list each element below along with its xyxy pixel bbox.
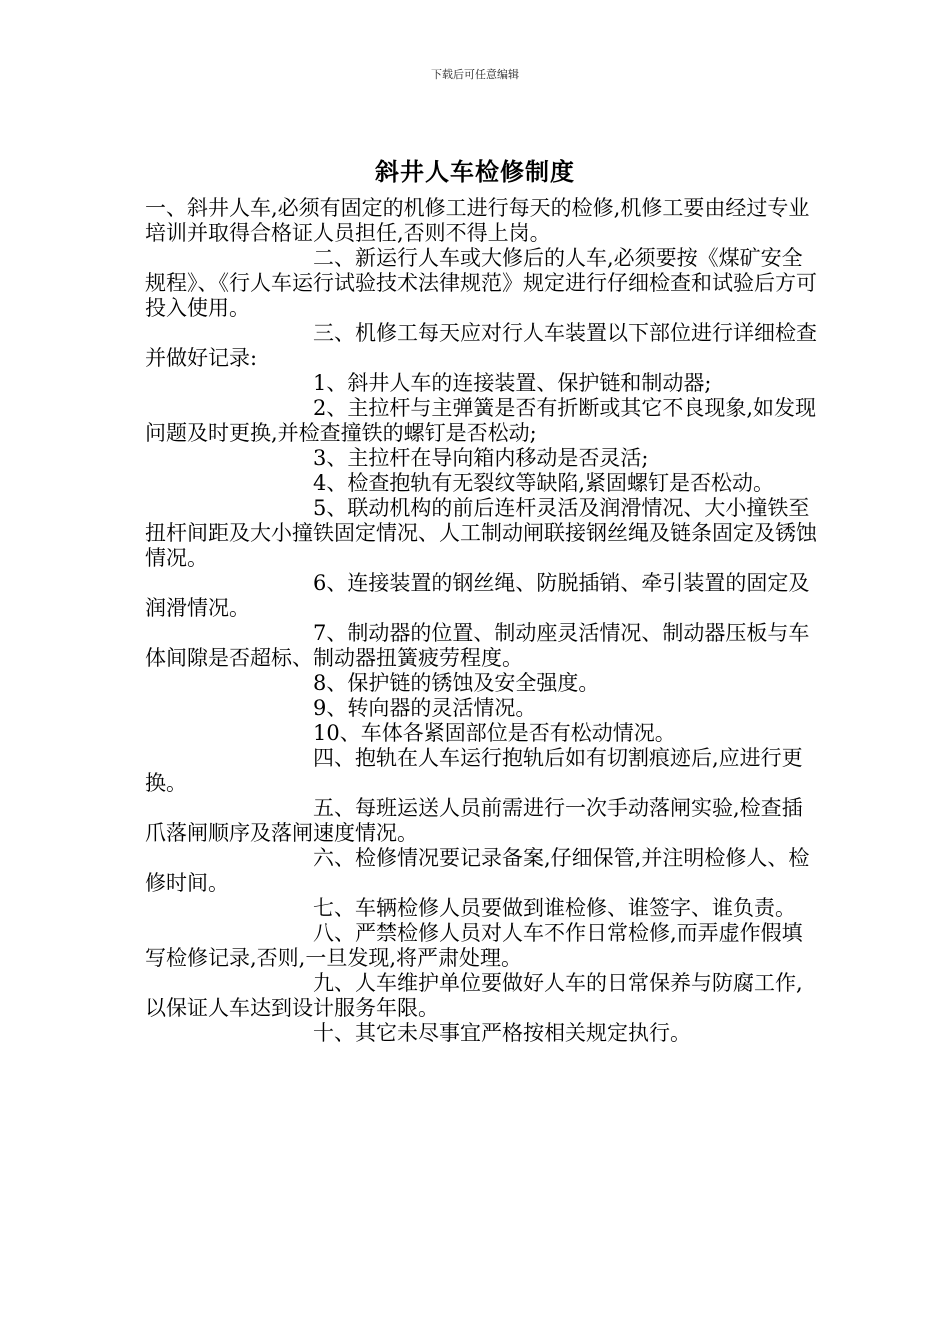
checklist-item-4: 4、检查抱轨有无裂纹等缺陷,紧固螺钉是否松动。 bbox=[313, 471, 775, 495]
checklist-item-6: 6、连接装置的钢丝绳、防脱插销、牵引装置的固定及润滑情况。 bbox=[145, 571, 810, 620]
page-header-note: 下载后可任意编辑 bbox=[431, 68, 519, 81]
checklist-item-9: 9、转向器的灵活情况。 bbox=[313, 696, 537, 720]
document-body bbox=[145, 196, 820, 1046]
paragraph-5: 五、每班运送人员前需进行一次手动落闸实验,检查插爪落闸顺序及落闸速度情况。 bbox=[145, 796, 803, 845]
paragraph-3: 三、机修工每天应对行人车装置以下部位进行详细检查并做好记录: bbox=[145, 321, 817, 370]
checklist-item-3: 3、主拉杆在导向箱内移动是否灵活; bbox=[313, 446, 649, 470]
paragraph-4: 四、抱轨在人车运行抱轨后如有切割痕迹后,应进行更换。 bbox=[145, 746, 803, 795]
paragraph-7: 七、车辆检修人员要做到谁检修、谁签字、谁负责。 bbox=[313, 896, 796, 920]
checklist-item-10: 10、车体各紧固部位是否有松动情况。 bbox=[313, 721, 676, 745]
checklist-item-8: 8、保护链的锈蚀及安全强度。 bbox=[313, 671, 600, 695]
checklist-item-5: 5、联动机构的前后连杆灵活及润滑情况、大小撞铁至扭杆间距及大小撞铁固定情况、人工制动闸联接钢丝绳及链条固定及锈蚀情况。 bbox=[145, 496, 817, 570]
paragraph-1: 一、斜井人车,必须有固定的机修工进行每天的检修,机修工要由经过专业培训并取得合格证人员担任,否则不得上岗。 bbox=[145, 196, 810, 245]
checklist-item-1: 1、斜井人车的连接装置、保护链和制动器; bbox=[313, 371, 712, 395]
paragraph-9: 九、人车维护单位要做好人车的日常保养与防腐工作,以保证人车达到设计服务年限。 bbox=[145, 971, 803, 1020]
checklist-item-2: 2、主拉杆与主弹簧是否有折断或其它不良现象,如发现问题及时更换,并检查撞铁的螺钉是否松动; bbox=[145, 396, 817, 445]
document-title: 斜井人车检修制度 bbox=[375, 158, 575, 186]
paragraph-2: 二、新运行人车或大修后的人车,必须要按《煤矿安全规程》、《行人车运行试验技术法律规范》规定进行仔细检查和试验后方可投入使用。 bbox=[145, 246, 817, 320]
paragraph-8: 八、严禁检修人员对人车不作日常检修,而弄虚作假填写检修记录,否则,一旦发现,将严肃处理。 bbox=[145, 921, 803, 970]
paragraph-6: 六、检修情况要记录备案,仔细保管,并注明检修人、检修时间。 bbox=[145, 846, 810, 895]
checklist-item-7: 7、制动器的位置、制动座灵活情况、制动器压板与车体间隙是否超标、制动器扭簧疲劳程度。 bbox=[145, 621, 810, 670]
paragraph-10: 十、其它未尽事宜严格按相关规定执行。 bbox=[313, 1021, 691, 1045]
